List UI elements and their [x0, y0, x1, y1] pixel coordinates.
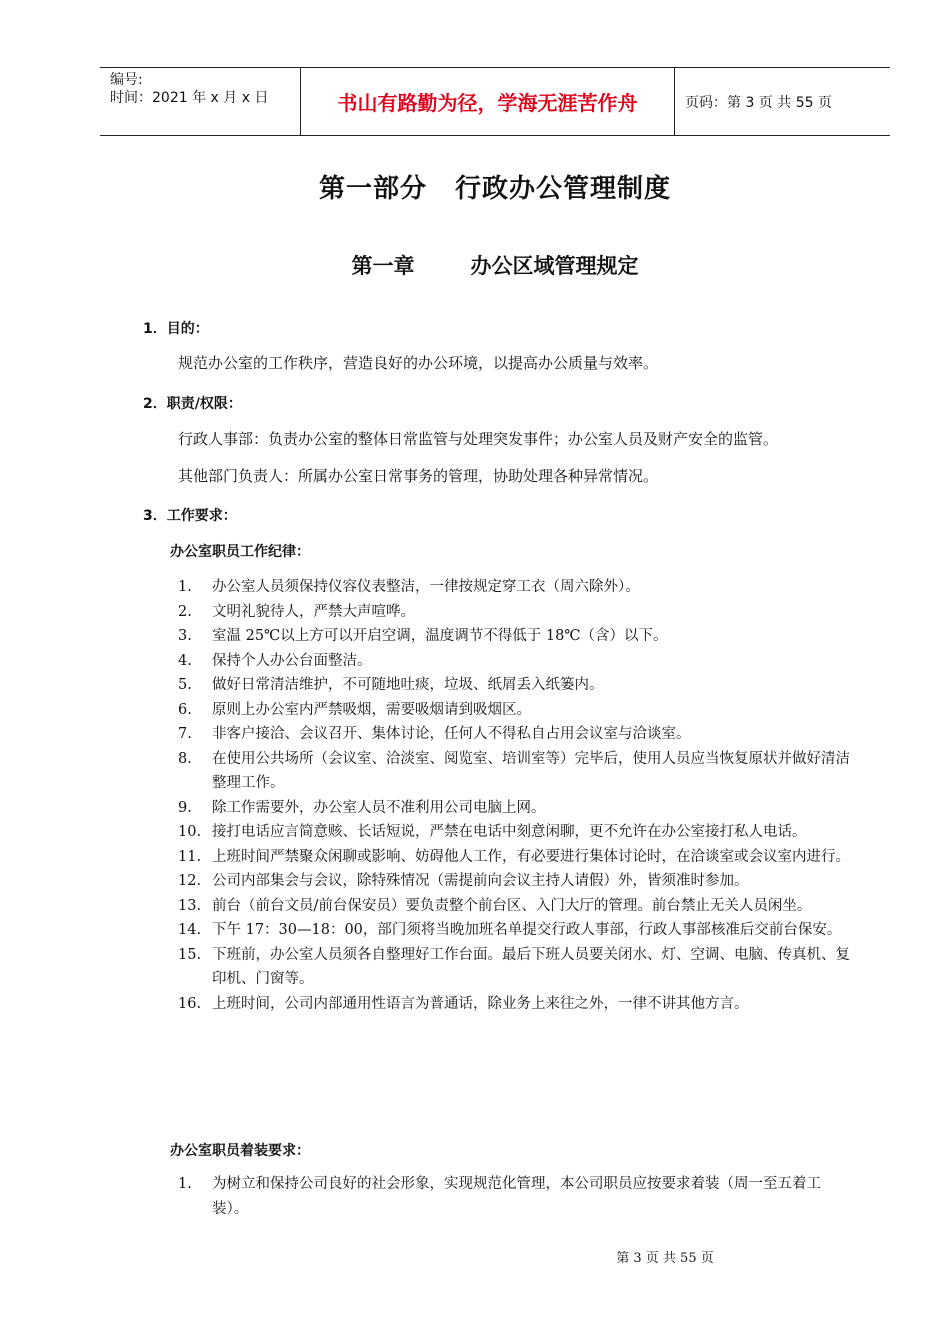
responsibility-line: 其他部门负责人：所属办公室日常事务的管理，协助处理各种异常情况。 [178, 467, 659, 485]
list-item [170, 698, 860, 723]
chapter-title [0, 250, 950, 280]
item-number: 13. [178, 897, 202, 914]
item-text: 在使用公共场所（会议室、洽淡室、阅览室、培训室等）完毕后，使用人员应当恢复原状并做好清洁整理工作。 [212, 750, 850, 791]
list-item [170, 918, 860, 943]
item-number: 14. [178, 922, 202, 938]
list-item [170, 796, 860, 821]
item-number: 12. [178, 873, 202, 889]
list-item [170, 845, 860, 870]
header-page-info: 页码：第 3 页 共 55 页 [685, 94, 832, 111]
list-item [170, 894, 860, 919]
list-item [170, 747, 860, 796]
item-text: 室温 25℃以上方可以开启空调，温度调节不得低于 18℃（含）以下。 [212, 628, 668, 644]
header-meta [100, 68, 301, 135]
list-item [170, 673, 860, 698]
item-text: 下午 17：30—18：00，部门须将当晚加班名单提交行政人事部，行政人事部核准后交前台保安。 [212, 922, 842, 938]
purpose-text: 规范办公室的工作秩序，营造良好的办公环境，以提高办公质量与效率。 [178, 354, 659, 372]
list-item [170, 869, 860, 894]
list-item [170, 820, 860, 845]
item-number: 3. [178, 628, 192, 644]
item-number: 11. [178, 848, 202, 865]
item-number: 2. [178, 603, 192, 620]
chapter-name: 办公区域管理规定 [470, 254, 639, 278]
item-text: 上班时间，公司内部通用性语言为普通话，除业务上来往之外，一律不讲其他方言。 [212, 995, 749, 1012]
list-item [170, 1172, 860, 1221]
item-text: 文明礼貌待人，严禁大声喧哗。 [212, 603, 415, 620]
item-text: 为树立和保持公司良好的社会形象，实现规范化管理，本公司职员应按要求着装（周一至五着工装）。 [212, 1176, 821, 1217]
responsibility-line: 行政人事部：负责办公室的整体日常监管与处理突发事件；办公室人员及财产安全的监管。 [178, 430, 779, 448]
discipline-list [170, 575, 860, 1016]
section-heading-requirements: 3．工作要求： [143, 508, 237, 524]
item-text: 非客户接洽、会议召开、集体讨论，任何人不得私自占用会议室与洽谈室。 [212, 726, 691, 742]
dress-heading: 办公室职员着装要求： [170, 1143, 310, 1159]
item-text: 下班前，办公室人员须各自整理好工作台面。最后下班人员要关闭水、灯、空调、电脑、传真机、复印机、门窗等。 [212, 946, 850, 987]
item-number: 1. [178, 579, 192, 595]
list-item [170, 722, 860, 747]
number-label: 编号: [110, 72, 143, 88]
item-text: 做好日常清洁维护，不可随地吐痰，垃圾、纸屑丢入纸篓内。 [212, 677, 604, 693]
item-number: 9. [178, 799, 192, 816]
item-text: 除工作需要外，办公室人员不准利用公司电脑上网。 [212, 799, 546, 816]
list-item [170, 624, 860, 649]
item-text: 接打电话应言简意赅、长话短说，严禁在电话中刻意闲聊，更不允许在办公室接打私人电话。 [212, 824, 807, 840]
part-title [0, 168, 950, 205]
part-name: 行政办公管理制度 [455, 174, 672, 204]
list-item [170, 943, 860, 992]
item-number: 15. [178, 946, 202, 963]
item-text: 原则上办公室内严禁吸烟，需要吸烟请到吸烟区。 [212, 701, 531, 718]
page-header [100, 67, 890, 136]
list-item [170, 600, 860, 625]
item-text: 上班时间严禁聚众闲聊或影响、妨碍他人工作，有必要进行集体讨论时，在洽谈室或会议室内进行。 [212, 848, 850, 865]
header-motto: 书山有路勤为径，学海无涯苦作舟 [301, 68, 675, 135]
item-number: 16. [178, 995, 202, 1012]
chapter-label: 第一章 [351, 254, 415, 278]
item-number: 5. [178, 677, 192, 693]
item-number: 6. [178, 701, 192, 718]
discipline-heading: 办公室职员工作纪律： [170, 544, 310, 560]
time-label: 时间：2021 年 x 月 x 日 [110, 90, 269, 106]
list-item [170, 575, 860, 600]
section-heading-responsibility: 2．职责/权限： [143, 396, 242, 412]
item-text: 保持个人办公台面整洁。 [212, 652, 372, 669]
part-label: 第一部分 [318, 174, 427, 204]
list-item [170, 649, 860, 674]
section-heading-purpose: 1．目的： [143, 321, 209, 337]
item-text: 前台（前台文员/前台保安员）要负责整个前台区、入门大厅的管理。前台禁止无关人员闲坐。 [212, 897, 812, 914]
item-number: 1. [178, 1176, 192, 1192]
item-number: 10. [178, 824, 202, 840]
item-number: 7. [178, 726, 192, 742]
dress-list [170, 1172, 860, 1221]
list-item [170, 992, 860, 1017]
item-text: 办公室人员须保持仪容仪表整洁，一律按规定穿工衣（周六除外）。 [212, 579, 640, 595]
item-number: 4. [178, 652, 192, 669]
item-text: 公司内部集会与会议，除特殊情况（需提前向会议主持人请假）外，皆须准时参加。 [212, 873, 749, 889]
page-footer: 第 3 页 共 55 页 [616, 1251, 714, 1266]
item-number: 8. [178, 750, 192, 767]
